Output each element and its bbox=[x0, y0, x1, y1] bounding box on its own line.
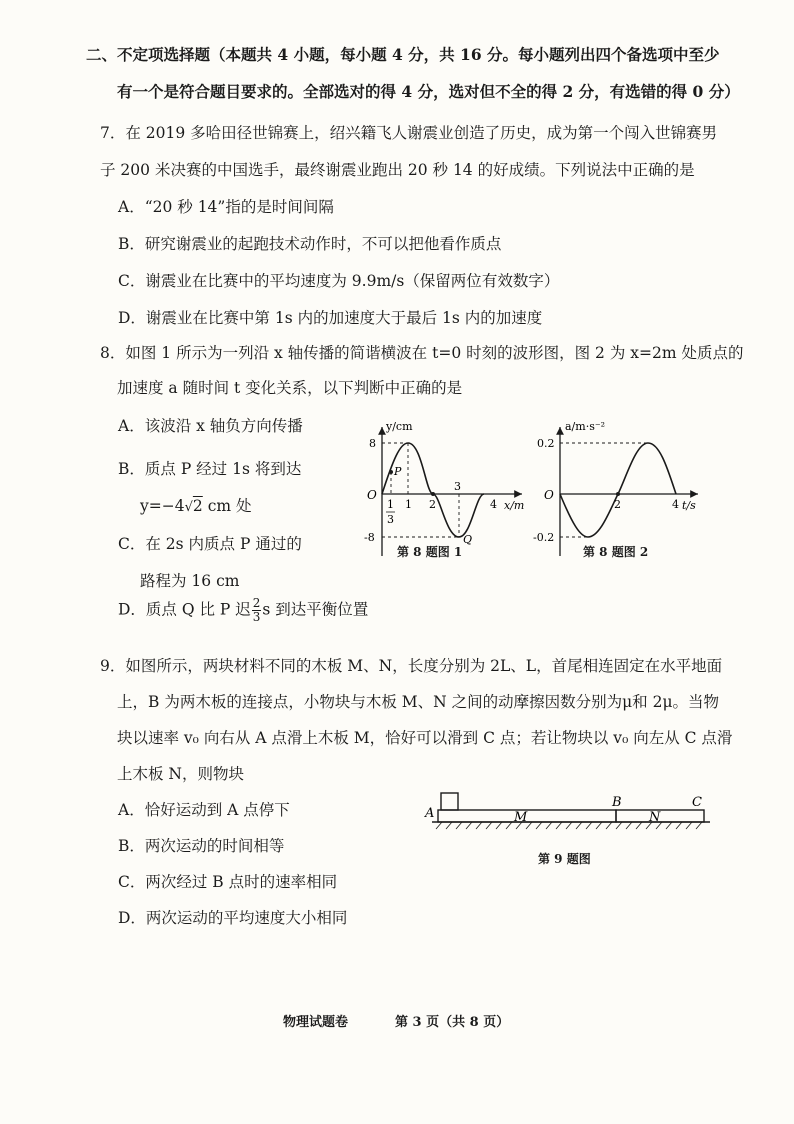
fig1-point-2-dot bbox=[431, 492, 435, 496]
fig2-tick-2: 2 bbox=[614, 498, 621, 511]
fig1-tick-2: 2 bbox=[429, 498, 436, 511]
fig1-tick-1-3: 1 bbox=[387, 498, 394, 511]
q8-option-d bbox=[118, 597, 368, 624]
fig1-y-label: y/cm bbox=[386, 420, 413, 433]
q8-option-b-radicand: 2 bbox=[192, 497, 203, 515]
fig2-curve bbox=[560, 443, 676, 537]
fig2-y-bottom: -0.2 bbox=[533, 531, 555, 544]
fig2-y-top: 0.2 bbox=[537, 437, 555, 450]
fig2-origin: O bbox=[544, 488, 554, 502]
fig9-ground-hatch bbox=[436, 822, 702, 829]
q9-stem-line1: 9．如图所示，两块材料不同的木板 M、N，长度分别为 2L、L，首尾相连固定在水平地面 bbox=[100, 657, 723, 675]
q8-option-b-suffix: cm 处 bbox=[202, 497, 252, 515]
q8-option-a: A．该波沿 x 轴负方向传播 bbox=[118, 417, 303, 435]
fig9-label-m: M bbox=[514, 810, 528, 825]
fig1-label-p: P bbox=[394, 465, 402, 478]
footer-page-number: 第 3 页（共 8 页） bbox=[395, 1015, 510, 1030]
fig1-y-top: 8 bbox=[369, 437, 376, 450]
q9-option-c: C．两次经过 B 点时的速率相同 bbox=[118, 873, 338, 891]
q7-option-d: D．谢震业在比赛中第 1s 内的加速度大于最后 1s 内的加速度 bbox=[118, 309, 543, 327]
q9-figure-caption: 第 9 题图 bbox=[538, 852, 591, 866]
q8-option-b-line2 bbox=[140, 494, 252, 516]
q8-option-d-prefix: D．质点 Q 比 P 迟 bbox=[118, 600, 251, 619]
q7-stem-line1: 7．在 2019 多哈田径世锦赛上，绍兴籍飞人谢震业创造了历史，成为第一个闯入世锦赛男 bbox=[100, 124, 718, 142]
section-header-line2: 有一个是符合题目要求的。全部选对的得 4 分，选对但不全的得 2 分，有选错的得 0 分） bbox=[117, 82, 740, 101]
fig1-tick-3: 3 bbox=[454, 480, 461, 493]
fig1-x-label: x/m bbox=[504, 499, 525, 512]
q9-stem-line2: 上，B 为两木板的连接点，小物块与木板 M、N 之间的动摩擦因数分别为μ和 2μ。当物 bbox=[117, 693, 720, 711]
fig2-y-label: a/m·s⁻² bbox=[565, 420, 606, 433]
q7-stem-line2: 子 200 米决赛的中国选手，最终谢震业跑出 20 秒 14 的好成绩。下列说法中正确的是 bbox=[100, 161, 695, 179]
fig9-label-c: C bbox=[692, 795, 702, 810]
q8-option-b-prefix: y=−4 bbox=[140, 497, 185, 515]
q8-stem-line2: 加速度 a 随时间 t 变化关系，以下判断中正确的是 bbox=[117, 379, 463, 397]
fig1-y-bottom: -8 bbox=[364, 531, 375, 544]
fig1-origin: O bbox=[367, 488, 377, 502]
q9-stem-line4: 上木板 N，则物块 bbox=[117, 765, 244, 783]
q7-option-b: B．研究谢震业的起跑技术动作时，不可以把他看作质点 bbox=[118, 235, 502, 253]
q8-figure-1-caption: 第 8 题图 1 bbox=[397, 545, 463, 559]
q8-option-c-line2: 路程为 16 cm bbox=[140, 572, 240, 590]
q8-option-c-line1: C．在 2s 内质点 P 通过的 bbox=[118, 535, 302, 553]
q7-option-c: C．谢震业在比赛中的平均速度为 9.9m/s（保留两位有效数字） bbox=[118, 272, 560, 290]
q9-option-d: D．两次运动的平均速度大小相同 bbox=[118, 909, 348, 927]
sqrt-sign: √ bbox=[184, 500, 193, 515]
fig1-label-q: Q bbox=[463, 533, 473, 546]
q9-figure bbox=[420, 785, 720, 835]
q8-figure-2-caption: 第 8 题图 2 bbox=[583, 545, 649, 559]
fig1-tick-4: 4 bbox=[490, 498, 497, 511]
q9-option-a: A．恰好运动到 A 点停下 bbox=[118, 801, 290, 819]
q8-option-d-fraction: $\frac{2}{3}$ bbox=[252, 596, 261, 624]
fig2-point-2-dot bbox=[616, 492, 620, 496]
section-header-line1: 二、不定项选择题（本题共 4 小题，每小题 4 分，共 16 分。每小题列出四个备选项中至少 bbox=[86, 45, 720, 64]
fig2-x-label: t/s bbox=[682, 499, 696, 512]
fig9-label-n: N bbox=[649, 810, 661, 825]
fig1-wave-curve bbox=[382, 443, 484, 537]
fig1-point-p-dot bbox=[389, 470, 393, 474]
fig1-tick-3-den: 3 bbox=[387, 513, 394, 526]
q9-option-b: B．两次运动的时间相等 bbox=[118, 837, 285, 855]
fig1-tick-1: 1 bbox=[405, 498, 412, 511]
fig9-label-b: B bbox=[612, 795, 622, 810]
fig9-block bbox=[441, 793, 458, 810]
fig9-label-a: A bbox=[425, 806, 435, 821]
q7-option-a: A．“20 秒 14”指的是时间间隔 bbox=[118, 198, 334, 216]
q8-stem-line1: 8．如图 1 所示为一列沿 x 轴传播的简谐横波在 t=0 时刻的波形图，图 2 为 x=2m 处质点的 bbox=[100, 344, 744, 362]
footer-subject: 物理试题卷 bbox=[283, 1015, 349, 1030]
fig2-tick-4: 4 bbox=[672, 498, 679, 511]
q9-stem-line3: 块以速率 v₀ 向右从 A 点滑上木板 M，恰好可以滑到 C 点；若让物块以 v₀ 向左从 C 点滑 bbox=[117, 729, 733, 747]
q8-option-d-suffix: s 到达平衡位置 bbox=[262, 600, 369, 619]
q8-option-b-line1: B．质点 P 经过 1s 将到达 bbox=[118, 460, 302, 478]
